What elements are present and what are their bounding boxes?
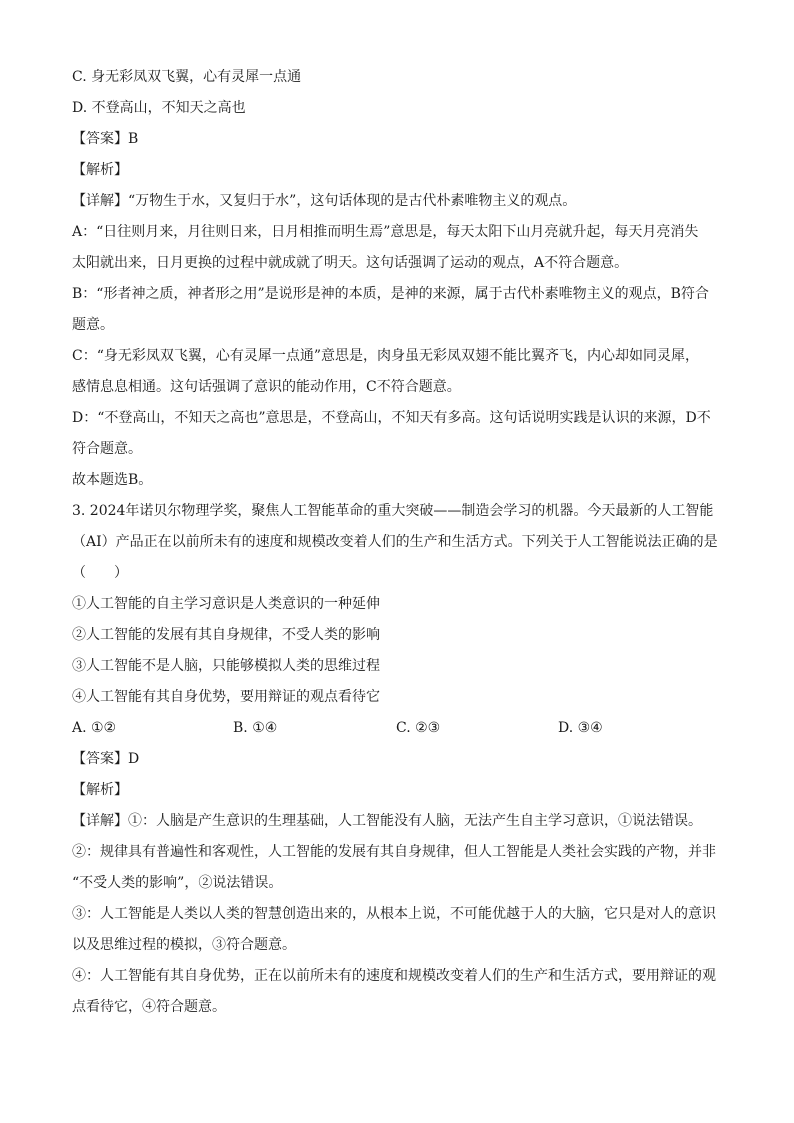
explanation-c-line1: C：“身无彩凤双飞翼，心有灵犀一点通”意思是，肉身虽无彩凤双翅不能比翼齐飞，内心却如同灵犀， bbox=[72, 348, 700, 364]
choice-c: C. ②③ bbox=[396, 720, 441, 736]
choice-b: B. ①④ bbox=[233, 720, 278, 736]
question-3-stem-line2: （AI）产品正在以前所未有的速度和规模改变着人们的生产和生活方式。下列关于人工智能说法正确的是 bbox=[72, 534, 718, 550]
question-3-stem-line1: 3. 2024年诺贝尔物理学奖，聚焦人工智能革命的重大突破——制造会学习的机器。今天最新的人工智能 bbox=[72, 503, 714, 519]
explanation-b-line2: 题意。 bbox=[72, 317, 114, 333]
document-page bbox=[72, 62, 722, 1023]
answer-label: 【答案】D bbox=[72, 751, 140, 767]
statement-1: ①人工智能的自主学习意识是人类意识的一种延伸 bbox=[72, 596, 380, 612]
conclusion-text: 故本题选B。 bbox=[72, 472, 153, 488]
choice-d: D. ③④ bbox=[558, 720, 603, 736]
detail-3-line2: 以及思维过程的模拟，③符合题意。 bbox=[72, 937, 296, 953]
choice-a: A. ①② bbox=[72, 720, 117, 736]
explanation-d-line1: D：“不登高山，不知天之高也”意思是，不登高山，不知天有多高。这句话说明实践是认识的来源，D不 bbox=[72, 410, 711, 426]
detail-3-line1: ③：人工智能是人类以人类的智慧创造出来的，从根本上说，不可能优越于人的大脑，它只是对人的意识 bbox=[72, 906, 716, 922]
answer-choices bbox=[72, 713, 722, 744]
explanation-d-line2: 符合题意。 bbox=[72, 441, 142, 457]
detail-2-line2: “不受人类的影响”，②说法错误。 bbox=[72, 875, 283, 891]
statement-4: ④人工智能有其自身优势，要用辩证的观点看待它 bbox=[72, 689, 380, 705]
detail-4-line1: ④：人工智能有其自身优势，正在以前所未有的速度和规模改变着人们的生产和生活方式，要用辩证的观 bbox=[72, 968, 716, 984]
explanation-a-line2: 太阳就出来，日月更换的过程中就成就了明天。这句话强调了运动的观点，A不符合题意。 bbox=[72, 255, 629, 271]
explanation-c-line2: 感情息息相通。这句话强调了意识的能动作用，C不符合题意。 bbox=[72, 379, 461, 395]
analysis-label: 【解析】 bbox=[72, 162, 128, 178]
option-d: D. 不登高山，不知天之高也 bbox=[72, 100, 246, 116]
explanation-a-line1: A：“日往则月来，月往则日来，日月相推而明生焉”意思是，每天太阳下山月亮就升起，每天月亮消失 bbox=[72, 224, 699, 240]
detail-2-line1: ②：规律具有普遍性和客观性，人工智能的发展有其自身规律，但人工智能是人类社会实践的产物，并非 bbox=[72, 844, 716, 860]
explanation-b-line1: B：“形者神之质，神者形之用”是说形是神的本质，是神的来源，属于古代朴素唯物主义的观点，B符合 bbox=[72, 286, 709, 302]
detail-text: 【详解】“万物生于水，又复归于水”，这句话体现的是古代朴素唯物主义的观点。 bbox=[72, 193, 577, 209]
analysis-label: 【解析】 bbox=[72, 782, 128, 798]
detail-4-line2: 点看待它，④符合题意。 bbox=[72, 999, 226, 1015]
detail-1: 【详解】①：人脑是产生意识的生理基础，人工智能没有人脑，无法产生自主学习意识，①说法错误。 bbox=[72, 813, 702, 829]
question-3-blank: （ ） bbox=[72, 565, 128, 581]
statement-3: ③人工智能不是人脑，只能够模拟人类的思维过程 bbox=[72, 658, 380, 674]
answer-label: 【答案】B bbox=[72, 131, 139, 147]
option-c: C. 身无彩凤双飞翼，心有灵犀一点通 bbox=[72, 69, 302, 85]
statement-2: ②人工智能的发展有其自身规律，不受人类的影响 bbox=[72, 627, 380, 643]
